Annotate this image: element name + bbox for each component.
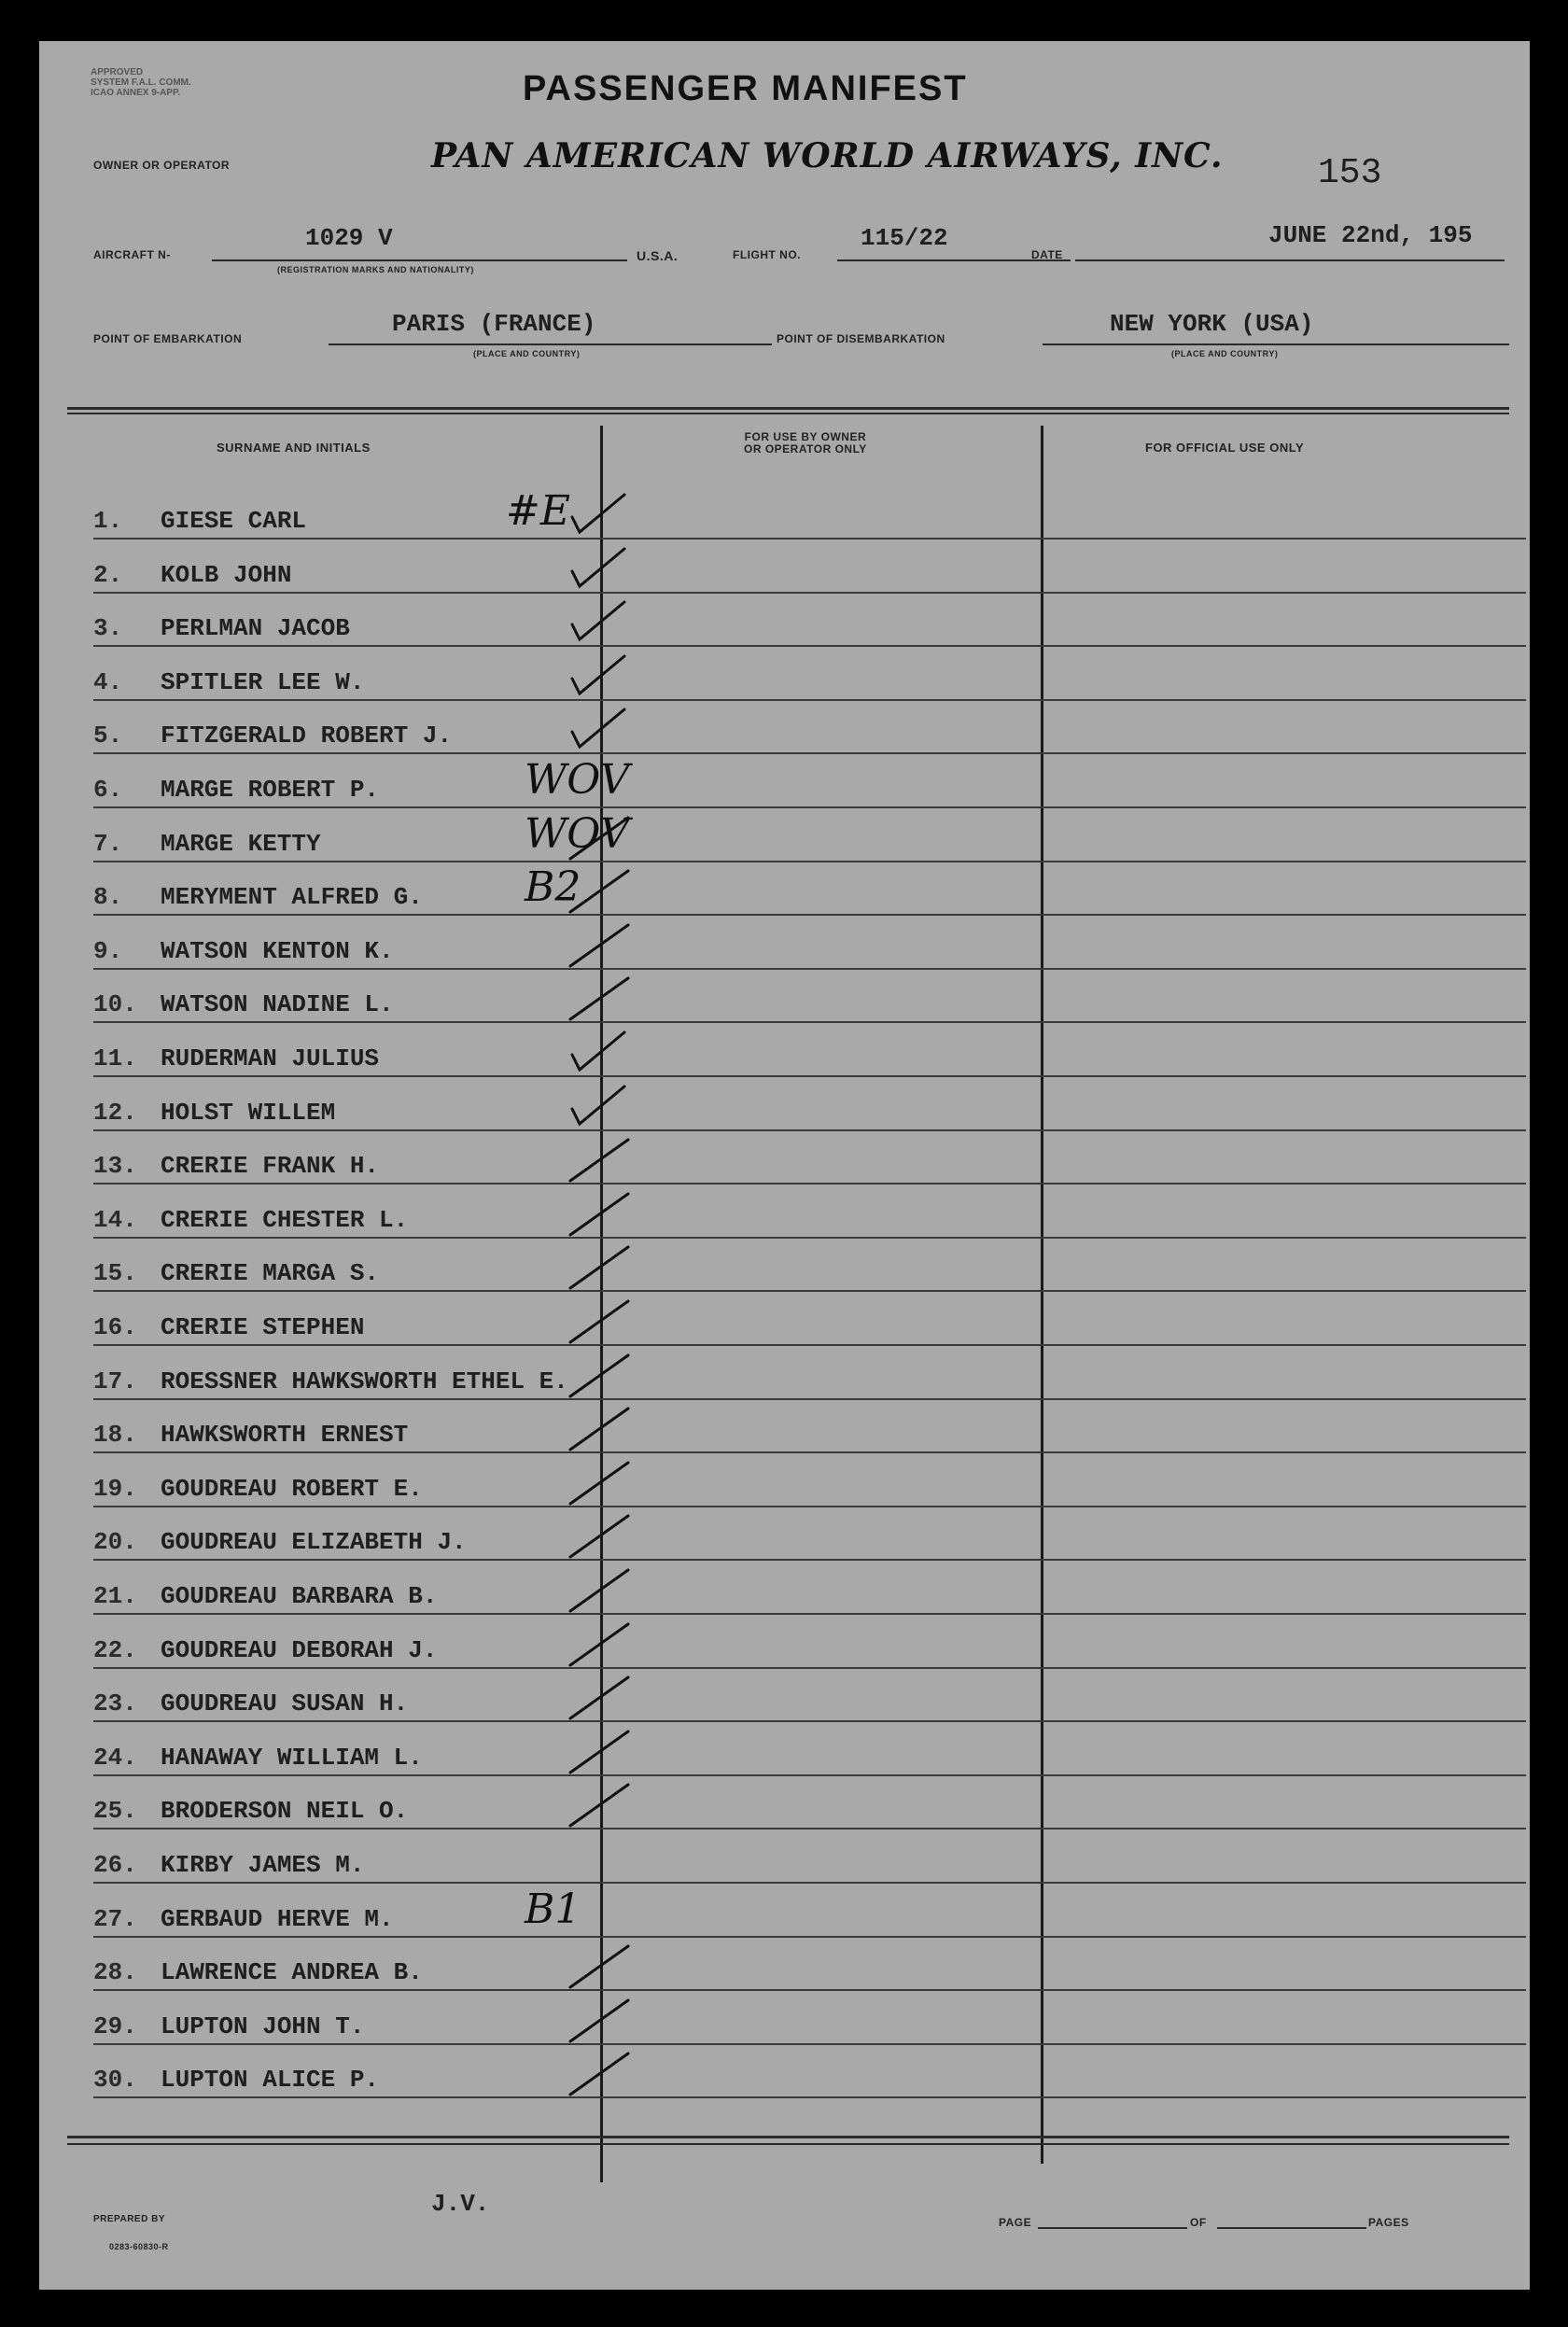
passenger-number: 25. (93, 1797, 137, 1825)
passenger-row (93, 1259, 379, 1287)
flight-date: JUNE 22nd, 195 (1268, 221, 1473, 249)
passenger-row (93, 1152, 379, 1180)
passenger-row (93, 1582, 437, 1610)
owner-use-column-header (744, 431, 867, 456)
passenger-row (93, 1528, 467, 1556)
passenger-number: 12. (93, 1099, 137, 1127)
passenger-row (93, 2066, 379, 2094)
disembarkation-underline (1043, 343, 1509, 345)
row-rule (93, 861, 1526, 862)
row-rule (93, 1398, 1526, 1400)
row-rule (93, 538, 1526, 540)
passenger-row (93, 1044, 379, 1072)
column-divider (1041, 426, 1043, 2164)
passenger-row (93, 1689, 408, 1717)
passenger-number: 22. (93, 1636, 137, 1664)
passenger-name: GOUDREAU DEBORAH J. (161, 1636, 438, 1664)
approval-line: APPROVED (91, 67, 144, 77)
passenger-row (93, 1797, 408, 1825)
slash-mark-icon (567, 2048, 632, 2099)
passenger-row (93, 1636, 437, 1664)
checkmark-icon (567, 704, 632, 755)
passenger-name: HANAWAY WILLIAM L. (161, 1744, 423, 1772)
passenger-name: WATSON KENTON K. (161, 937, 394, 965)
row-rule (93, 1882, 1526, 1884)
passenger-number: 17. (93, 1367, 137, 1395)
handwritten-note: WOV (525, 756, 630, 804)
owner-use-line: OR OPERATOR ONLY (744, 442, 867, 456)
passenger-row (93, 990, 394, 1018)
passenger-number: 19. (93, 1475, 137, 1503)
passenger-number: 27. (93, 1905, 137, 1933)
passenger-name: BRODERSON NEIL O. (161, 1797, 409, 1825)
flight-number: 115/22 (861, 224, 948, 252)
passenger-name: SPITLER LEE W. (161, 668, 365, 696)
owner-label: OWNER OR OPERATOR (93, 159, 231, 172)
embarkation-label: POINT OF EMBARKATION (93, 332, 243, 345)
row-rule (93, 1237, 1526, 1239)
slash-mark-icon (567, 1779, 632, 1830)
passenger-row (93, 1958, 423, 1986)
disembarkation-label: POINT OF DISEMBARKATION (777, 332, 945, 345)
passenger-row (93, 507, 306, 535)
passenger-number: 20. (93, 1528, 137, 1556)
handwritten-note: B1 (525, 1885, 581, 1933)
slash-mark-icon (567, 1510, 632, 1562)
passenger-number: 3. (93, 614, 123, 642)
row-rule (93, 1936, 1526, 1938)
official-use-column-header: FOR OFFICIAL USE ONLY (1145, 441, 1305, 455)
of-label: OF (1190, 2216, 1207, 2229)
passenger-row (93, 937, 394, 965)
passenger-number: 26. (93, 1851, 137, 1879)
row-rule (93, 2096, 1526, 2098)
passenger-name: KOLB JOHN (161, 561, 292, 589)
passenger-row (93, 722, 452, 750)
passenger-number: 29. (93, 2012, 137, 2040)
row-rule (93, 914, 1526, 916)
passenger-number: 1. (93, 507, 123, 535)
page-title: PASSENGER MANIFEST (523, 69, 968, 108)
passenger-row (93, 614, 350, 642)
passenger-number: 21. (93, 1582, 137, 1610)
slash-mark-icon (567, 1564, 632, 1616)
passenger-name: FITZGERALD ROBERT J. (161, 722, 453, 750)
passenger-row (93, 1905, 394, 1933)
header-rule (67, 407, 1509, 410)
passenger-row (93, 2012, 364, 2040)
passenger-name: GOUDREAU SUSAN H. (161, 1689, 409, 1717)
embarkation-value: PARIS (FRANCE) (392, 310, 596, 338)
slash-mark-icon (567, 1995, 632, 2046)
passenger-name: LUPTON ALICE P. (161, 2066, 380, 2094)
page-label: PAGE (999, 2216, 1032, 2229)
passenger-number: 7. (93, 830, 123, 858)
approval-line: SYSTEM F.A.L. COMM. (91, 77, 191, 88)
row-rule (93, 752, 1526, 754)
flight-label: FLIGHT NO. (733, 248, 801, 261)
checkmark-icon (567, 596, 632, 648)
row-rule (93, 1828, 1526, 1829)
disembarkation-value: NEW YORK (USA) (1110, 310, 1314, 338)
passenger-name: GIESE CARL (161, 507, 307, 535)
aircraft-sublabel: (REGISTRATION MARKS AND NATIONALITY) (277, 265, 474, 274)
prepared-by-label: PREPARED BY (93, 2214, 165, 2224)
passenger-number: 10. (93, 990, 137, 1018)
approval-stamp (91, 67, 191, 98)
passenger-row (93, 668, 364, 696)
passenger-row (93, 1367, 568, 1395)
row-rule (93, 1075, 1526, 1077)
passenger-name: LUPTON JOHN T. (161, 2012, 365, 2040)
airline-name: PAN AMERICAN WORLD AIRWAYS, INC. (431, 136, 1224, 175)
passenger-number: 8. (93, 883, 123, 911)
passenger-number: 30. (93, 2066, 137, 2094)
passenger-name: GOUDREAU BARBARA B. (161, 1582, 438, 1610)
passenger-row (93, 776, 379, 804)
row-rule (93, 968, 1526, 970)
slash-mark-icon (567, 1941, 632, 1992)
row-rule (93, 1774, 1526, 1776)
passenger-number: 6. (93, 776, 123, 804)
embarkation-underline (329, 343, 772, 345)
slash-mark-icon (567, 1188, 632, 1240)
row-rule (93, 1613, 1526, 1615)
disembarkation-sublabel: (PLACE AND COUNTRY) (1171, 349, 1279, 358)
of-underline (1217, 2227, 1366, 2229)
row-rule (93, 806, 1526, 808)
embarkation-sublabel: (PLACE AND COUNTRY) (473, 349, 581, 358)
passenger-name: KIRBY JAMES M. (161, 1851, 365, 1879)
prepared-by-value: J.V. (431, 2190, 490, 2218)
page-underline (1038, 2227, 1187, 2229)
passenger-name: GOUDREAU ROBERT E. (161, 1475, 423, 1503)
passenger-name: CRERIE FRANK H. (161, 1152, 380, 1180)
row-rule (93, 1451, 1526, 1453)
row-rule (93, 1290, 1526, 1292)
footer-rule (67, 2136, 1509, 2138)
slash-mark-icon (567, 1403, 632, 1454)
passenger-number: 24. (93, 1744, 137, 1772)
passenger-name: HAWKSWORTH ERNEST (161, 1421, 409, 1449)
passenger-number: 13. (93, 1152, 137, 1180)
date-label: DATE (1031, 248, 1063, 261)
passenger-number: 16. (93, 1313, 137, 1341)
passenger-row (93, 1744, 423, 1772)
row-rule (93, 592, 1526, 594)
row-rule (93, 2043, 1526, 2045)
passenger-row (93, 1851, 364, 1879)
slash-mark-icon (567, 1672, 632, 1723)
passenger-name: CRERIE MARGA S. (161, 1259, 380, 1287)
slash-mark-icon (567, 919, 632, 971)
passenger-name: GERBAUD HERVE M. (161, 1905, 394, 1933)
approval-line: ICAO ANNEX 9-APP. (91, 88, 181, 98)
passenger-row (93, 1475, 423, 1503)
row-rule (93, 1506, 1526, 1507)
handwritten-note: WOV (525, 810, 630, 858)
passenger-number: 23. (93, 1689, 137, 1717)
checkmark-icon (567, 651, 632, 702)
passenger-name: LAWRENCE ANDREA B. (161, 1958, 423, 1986)
passenger-name: WATSON NADINE L. (161, 990, 394, 1018)
row-rule (93, 1667, 1526, 1669)
header-rule (67, 413, 1509, 414)
passenger-number: 15. (93, 1259, 137, 1287)
row-rule (93, 1720, 1526, 1722)
passenger-name: CRERIE STEPHEN (161, 1313, 365, 1341)
passenger-number: 28. (93, 1958, 137, 1986)
surname-column-header: SURNAME AND INITIALS (217, 441, 371, 455)
slash-mark-icon (567, 1350, 632, 1401)
passenger-row (93, 561, 291, 589)
row-rule (93, 1021, 1526, 1023)
passenger-row (93, 1421, 408, 1449)
passenger-number: 4. (93, 668, 123, 696)
passenger-row (93, 830, 321, 858)
passenger-row (93, 1313, 364, 1341)
footer-rule (67, 2143, 1509, 2145)
row-rule (93, 699, 1526, 701)
handwritten-note: B2 (525, 863, 581, 911)
passenger-name: MERYMENT ALFRED G. (161, 883, 423, 911)
checkmark-icon (567, 543, 632, 595)
passenger-name: HOLST WILLEM (161, 1099, 336, 1127)
checkmark-icon (567, 1027, 632, 1078)
row-rule (93, 1129, 1526, 1131)
pages-label: PAGES (1368, 2216, 1409, 2229)
passenger-number: 11. (93, 1044, 137, 1072)
aircraft-registration: 1029 V (305, 224, 393, 252)
slash-mark-icon (567, 973, 632, 1024)
passenger-name: RUDERMAN JULIUS (161, 1044, 380, 1072)
country-label: U.S.A. (637, 248, 679, 263)
handwritten-note: #E (506, 487, 570, 535)
slash-mark-icon (567, 1457, 632, 1508)
slash-mark-icon (567, 1296, 632, 1347)
passenger-number: 9. (93, 937, 123, 965)
page-number: 153 (1318, 153, 1382, 193)
slash-mark-icon (567, 1619, 632, 1670)
passenger-number: 14. (93, 1206, 137, 1234)
row-rule (93, 1344, 1526, 1346)
aircraft-label: AIRCRAFT N- (93, 248, 171, 261)
passenger-number: 5. (93, 722, 123, 750)
passenger-row (93, 1206, 408, 1234)
manifest-page (39, 41, 1530, 2290)
aircraft-underline (212, 259, 627, 261)
date-underline (1075, 259, 1505, 261)
form-code: 0283-60830-R (109, 2242, 169, 2251)
passenger-number: 2. (93, 561, 123, 589)
passenger-row (93, 1099, 335, 1127)
row-rule (93, 645, 1526, 647)
passenger-number: 18. (93, 1421, 137, 1449)
passenger-name: MARGE KETTY (161, 830, 321, 858)
row-rule (93, 1559, 1526, 1561)
passenger-name: MARGE ROBERT P. (161, 776, 380, 804)
slash-mark-icon (567, 1134, 632, 1185)
row-rule (93, 1183, 1526, 1185)
slash-mark-icon (567, 1241, 632, 1293)
checkmark-icon (567, 1081, 632, 1132)
passenger-name: CRERIE CHESTER L. (161, 1206, 409, 1234)
owner-use-line: FOR USE BY OWNER (744, 430, 867, 443)
passenger-name: GOUDREAU ELIZABETH J. (161, 1528, 467, 1556)
passenger-name: PERLMAN JACOB (161, 614, 350, 642)
checkmark-icon (567, 489, 632, 540)
slash-mark-icon (567, 1726, 632, 1777)
row-rule (93, 1989, 1526, 1991)
passenger-row (93, 883, 423, 911)
passenger-name: ROESSNER HAWKSWORTH ETHEL E. (161, 1367, 568, 1395)
